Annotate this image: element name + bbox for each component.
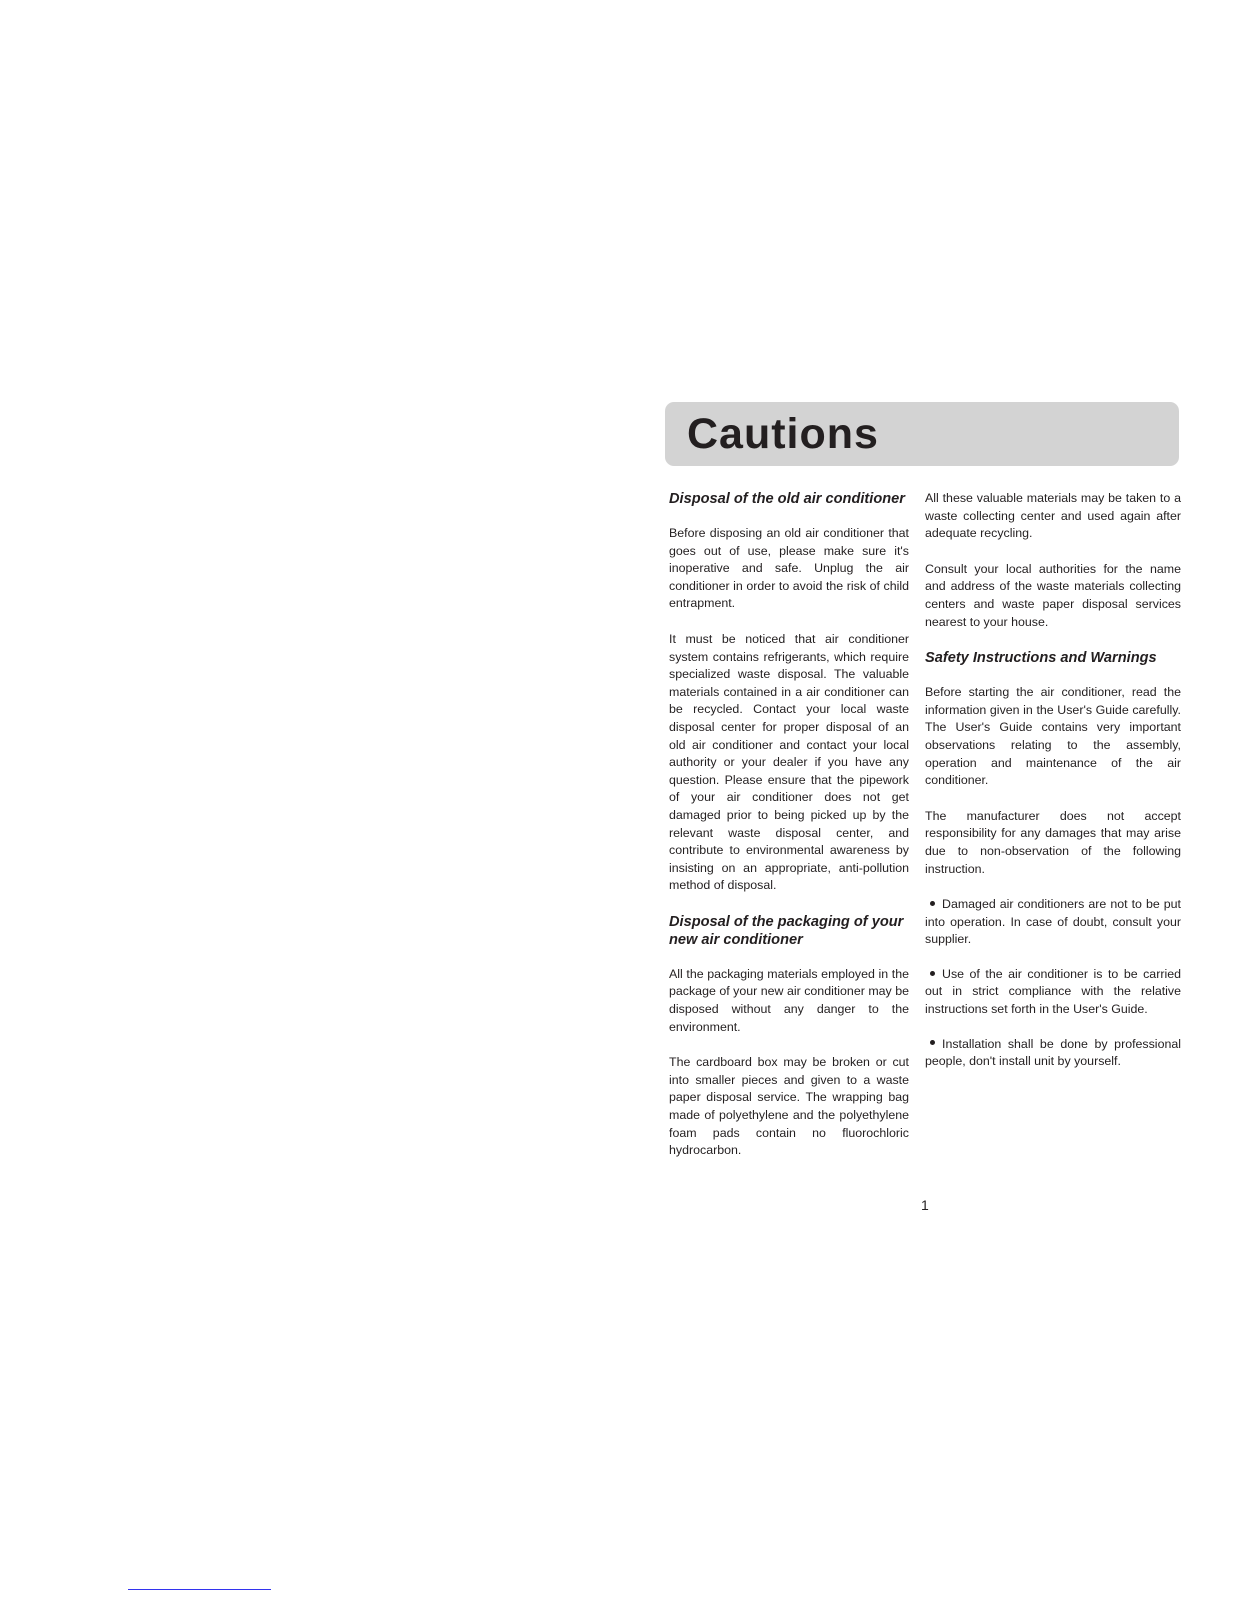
footer-link-underline[interactable] [128,1589,271,1590]
section-heading-safety: Safety Instructions and Warnings [925,650,1157,667]
paragraph: The cardboard box may be broken or cut into smaller pieces and given to a waste paper disposal service. The wrapping bag made of polyethylene and the polyethylene foam pads contain no fluorochloric hydrocarbon. [669,1055,909,1158]
section-heading-packaging-disposal: Disposal of the packaging of your new air conditioner [669,913,904,948]
right-column [925,490,1181,1071]
bullet-icon [930,971,935,976]
bullet-icon [930,1040,935,1045]
left-column [669,490,909,1160]
page-number: 1 [921,1197,929,1213]
title-banner [665,402,1179,466]
bullet-item [925,896,1181,949]
bullet-item [925,966,1181,1019]
bullet-text: Use of the air conditioner is to be carried out in strict compliance with the relative instructions set forth in the User's Guide. [925,966,1181,1017]
bullet-item [925,1036,1181,1071]
page-title: Cautions [687,410,879,458]
paragraph: It must be noticed that air conditioner system contains refrigerants, which require specialized waste disposal. The valuable materials contained in a air conditioner can be recycled. Contact your local waste disposal center for proper disposal of an old air conditioner and contact your local authority or your dealer if you have any question. Please ensure that the pipework of your air conditioner does not get damaged prior to being picked up by the relevant waste disposal center, and contribute to environmental awareness by insisting on an appropriate, anti-pollution method of disposal. [669,631,909,893]
paragraph: Consult your local authorities for the name and address of the waste materials collecting centers and waste paper disposal services nearest to your house. [925,561,1181,629]
paragraph: Before starting the air conditioner, read the information given in the User's Guide carefully. The User's Guide contains very important observations relating to the assembly, operation and maintenance of the air conditioner. [925,685,1181,788]
bullet-icon [930,901,935,906]
section-heading-old-ac-disposal: Disposal of the old air conditioner [669,491,905,507]
paragraph: The manufacturer does not accept responsibility for any damages that may arise due to non-observation of the following instruction. [925,808,1181,876]
paragraph: All the packaging materials employed in the package of your new air conditioner may be disposed without any danger to the environment. [669,966,909,1034]
paragraph: Before disposing an old air conditioner that goes out of use, please make sure it's inoperative and safe. Unplug the air conditioner in order to avoid the risk of child entrapment. [669,526,909,611]
paragraph: All these valuable materials may be taken to a waste collecting center and used again after adequate recycling. [925,491,1181,541]
bullet-text: Installation shall be done by professional people, don't install unit by yourself. [925,1036,1181,1069]
bullet-text: Damaged air conditioners are not to be put into operation. In case of doubt, consult your supplier. [925,897,1181,947]
